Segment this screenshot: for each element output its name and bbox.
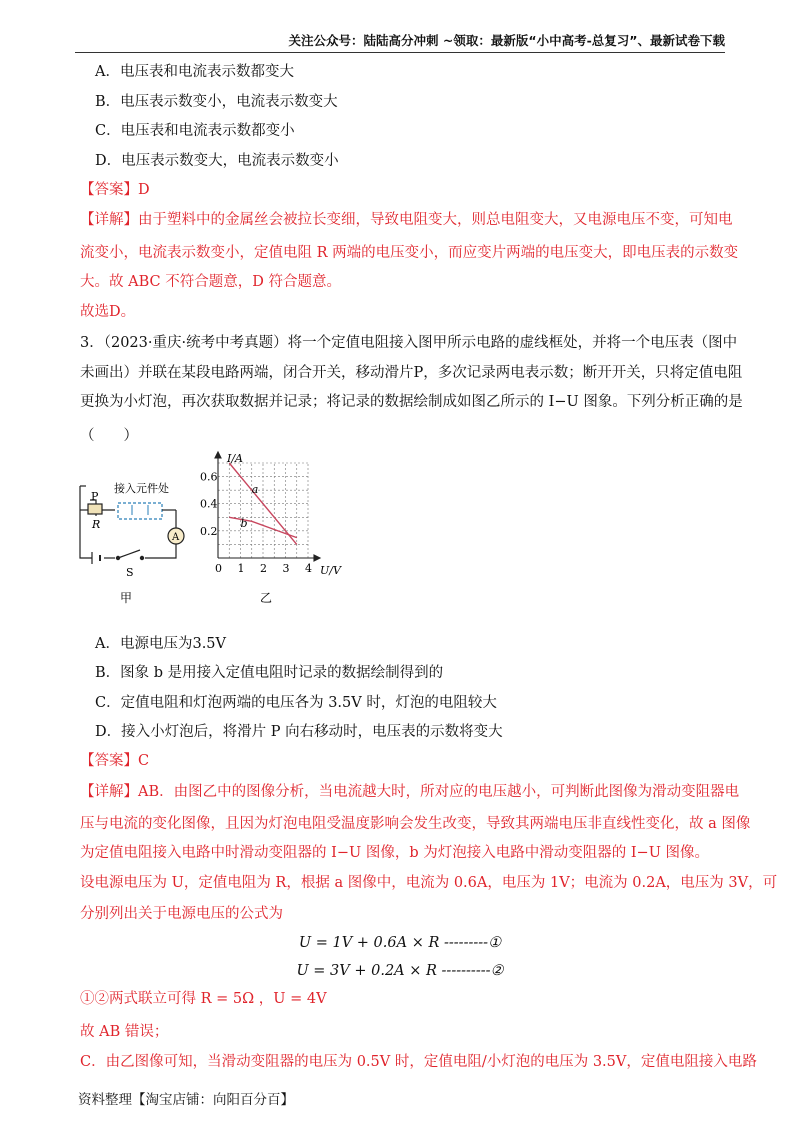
q3-stem-2: 未画出）并联在某段电路两端，闭合开关，移动滑片P，多次记录两电表示数；断开开关，只将定值电阻 bbox=[80, 365, 743, 381]
equation-2 bbox=[0, 961, 800, 981]
graph-caption: 乙 bbox=[260, 591, 273, 605]
q3-detail-5: 分别列出关于电源电压的公式为 bbox=[80, 906, 283, 922]
eq1-text: U = 1V + 0.6A × R ---------① bbox=[298, 935, 502, 951]
q3-answer-tag: 【答案】 bbox=[80, 753, 138, 769]
q3-detail-1 bbox=[80, 782, 739, 802]
line-b-label: b bbox=[240, 516, 248, 530]
y-tick-label: 0.6 bbox=[200, 470, 218, 484]
label-r: R bbox=[92, 518, 101, 531]
option-b: B．电压表示数变小，电流表示数变大 bbox=[95, 94, 338, 110]
label-switch: S bbox=[126, 566, 134, 579]
page-header: 关注公众号：陆陆高分冲刺 ~领取：最新版“小中高考-总复习”、最新试卷下载 bbox=[75, 30, 725, 53]
x-tick-label: 0 bbox=[215, 562, 222, 575]
label-box: 接入元件处 bbox=[114, 482, 169, 495]
detail-line-3: 大。故 ABC 不符合题意，D 符合题意。 bbox=[80, 274, 341, 290]
q3-detail-2: 压与电流的变化图像，且因为灯泡电阻受温度影响会发生改变，导致其两端电压非直线性变化，故 a 图像 bbox=[80, 816, 751, 832]
detail-line-1 bbox=[80, 210, 733, 230]
ab-wrong: 故 AB 错误； bbox=[80, 1024, 169, 1040]
q3-option-b: B．图象 b 是用接入定值电阻时记录的数据绘制得到的 bbox=[95, 665, 444, 681]
x-tick-label: 2 bbox=[260, 562, 267, 575]
conclusion: 故选D。 bbox=[80, 304, 136, 320]
solve-line: ①②两式联立可得 R = 5Ω ，U = 4V bbox=[80, 991, 327, 1007]
x-axis-label: U/V bbox=[320, 564, 341, 577]
y-tick-label: 0.2 bbox=[200, 524, 218, 538]
q3-option-d: D．接入小灯泡后，将滑片 P 向右移动时，电压表的示数将变大 bbox=[95, 724, 503, 740]
y-axis-arrow bbox=[215, 452, 221, 458]
q3-answer-line bbox=[80, 751, 149, 771]
q3-option-c: C．定值电阻和灯泡两端的电压各为 3.5V 时，灯泡的电阻较大 bbox=[95, 695, 497, 711]
detail-tag: 【详解】 bbox=[80, 212, 138, 228]
option-a: A．电压表和电流表示数都变大 bbox=[95, 64, 294, 80]
iu-graph bbox=[200, 446, 350, 611]
q3-detail-4: 设电源电压为 U，定值电阻为 R，根据 a 图像中，电流为 0.6A，电压为 1V；电流为 0.2A，电压为 3V，可 bbox=[80, 875, 778, 891]
option-d: D．电压表示数变大，电流表示数变小 bbox=[95, 153, 339, 169]
x-tick-label: 1 bbox=[237, 562, 245, 575]
x-tick-label: 3 bbox=[282, 562, 290, 575]
x-axis-arrow bbox=[314, 555, 320, 561]
q3-answer-value: C bbox=[138, 753, 150, 769]
detail-line-2: 流变小，电流表示数变小，定值电阻 R 两端的电压变小，而应变片两端的电压变大，即电压表的示数变 bbox=[80, 245, 739, 261]
answer-value: D bbox=[138, 182, 150, 198]
line-a-label: a bbox=[251, 482, 259, 496]
equation-1 bbox=[0, 933, 800, 953]
y-axis-label: I/A bbox=[227, 452, 243, 465]
answer-tag: 【答案】 bbox=[80, 182, 138, 198]
circuit-caption: 甲 bbox=[120, 591, 133, 605]
answer-line bbox=[80, 180, 150, 200]
circuit-diagram bbox=[70, 470, 200, 610]
q3-stem-1: 3．（2023·重庆·统考中考真题）将一个定值电阻接入图甲所示电路的虚线框处，并将一个电压表（图中 bbox=[80, 335, 738, 351]
q3-detail-text: AB．由图乙中的图像分析，当电流越大时，所对应的电压越小，可判断此图像为滑动变阻器电 bbox=[138, 784, 740, 800]
q3-stem-4: （ ） bbox=[80, 428, 138, 444]
y-tick-label: 0.4 bbox=[200, 497, 218, 511]
label-p: P bbox=[91, 490, 99, 503]
detail-text: 由于塑料中的金属丝会被拉长变细，导致电阻变大，则总电阻变大，又电源电压不变，可知电 bbox=[138, 212, 733, 228]
q3-stem-3: 更换为小灯泡，再次获取数据并记录；将记录的数据绘制成如图乙所示的 I−U 图象。下列分析正确的是 bbox=[80, 394, 743, 410]
option-c: C．电压表和电流表示数都变小 bbox=[95, 123, 295, 139]
q3-detail-3: 为定值电阻接入电路中时滑动变阻器的 I−U 图像，b 为灯泡接入电路中滑动变阻器的 I−U 图像。 bbox=[80, 845, 710, 861]
x-tick-label: 4 bbox=[305, 562, 312, 575]
page-footer: 资料整理【淘宝店铺：向阳百分百】 bbox=[78, 1092, 294, 1108]
q3-detail-tag: 【详解】 bbox=[80, 784, 138, 800]
q3-option-a: A．电源电压为3.5V bbox=[95, 636, 227, 652]
label-ammeter: A bbox=[172, 532, 180, 543]
option-c-analysis: C．由乙图像可知，当滑动变阻器的电压为 0.5V 时，定值电阻/小灯泡的电压为 3.5V，定值电阻接入电路 bbox=[80, 1054, 757, 1070]
eq2-text: U = 3V + 0.2A × R ----------② bbox=[296, 963, 504, 979]
